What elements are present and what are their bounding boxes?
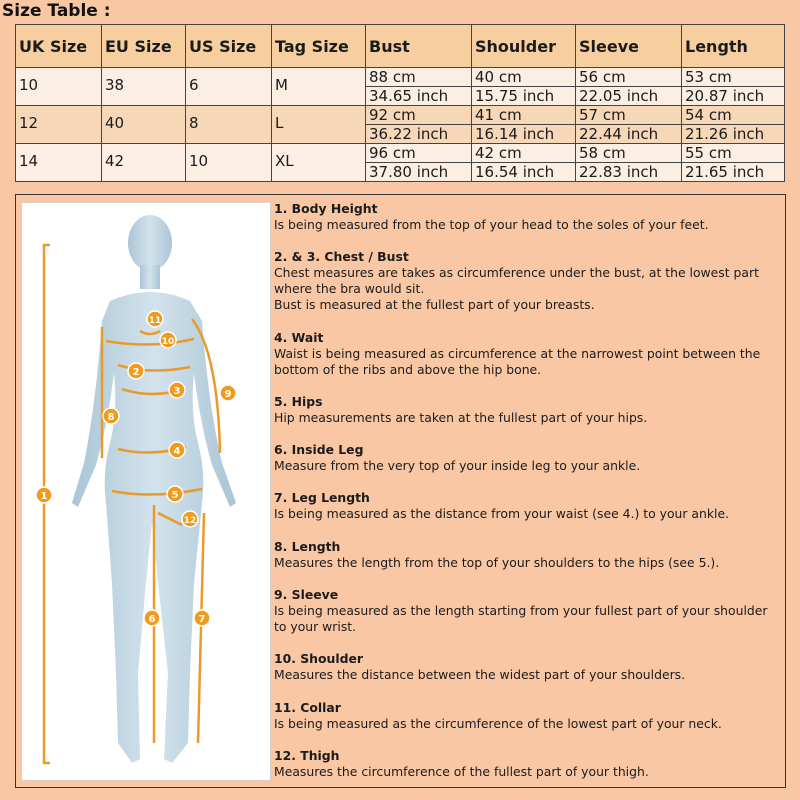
cell-bust-cm: 92 cm	[366, 106, 472, 125]
table-header-row	[16, 25, 785, 68]
header-sleeve: Sleeve	[576, 25, 682, 68]
marker-11	[147, 311, 163, 327]
cell-bust-inch: 36.22 inch	[366, 125, 472, 144]
marker-7	[194, 610, 210, 626]
marker-5	[167, 486, 183, 502]
cell-tag: L	[272, 106, 366, 144]
svg-text:2: 2	[132, 367, 140, 378]
svg-text:5: 5	[171, 490, 179, 501]
cell-sleeve-inch: 22.44 inch	[576, 125, 682, 144]
cell-bust-inch: 34.65 inch	[366, 87, 472, 106]
cell-shoulder-inch: 16.14 inch	[472, 125, 576, 144]
cell-uk: 10	[16, 68, 102, 106]
measurement-text: Measures the distance between the widest part of your shoulders.	[274, 667, 686, 683]
measurement-shoulder	[274, 651, 782, 683]
cell-shoulder-cm: 40 cm	[472, 68, 576, 87]
measurement-text: Hip measurements are taken at the fullest part of your hips.	[274, 409, 648, 425]
cell-bust-inch: 37.80 inch	[366, 163, 472, 182]
measurement-text: Measures the circumference of the fullest part of your thigh.	[274, 763, 649, 779]
svg-text:8: 8	[107, 412, 115, 423]
measurement-text: Is being measured as the length starting from your fullest part of your shoulder to your wrist.	[274, 603, 768, 635]
cell-us: 10	[186, 144, 272, 182]
cell-shoulder-cm: 42 cm	[472, 144, 576, 163]
measurement-heading: 8. Length	[274, 538, 341, 554]
marker-1	[36, 487, 52, 503]
measurement-leg-length	[274, 490, 782, 522]
svg-text:10: 10	[161, 337, 175, 347]
header-bust: Bust	[366, 25, 472, 68]
cell-eu: 40	[102, 106, 186, 144]
cell-sleeve-cm: 57 cm	[576, 106, 682, 125]
measurement-thigh	[274, 748, 782, 780]
cell-bust-cm: 96 cm	[366, 144, 472, 163]
measurement-heading: 2. & 3. Chest / Bust	[274, 249, 409, 265]
page-title: Size Table :	[2, 1, 111, 21]
marker-4	[169, 442, 185, 458]
table-row	[16, 106, 785, 125]
measurement-inside-leg	[274, 442, 782, 474]
measurement-hips	[274, 394, 782, 426]
header-length: Length	[682, 25, 785, 68]
header-shoulder: Shoulder	[472, 25, 576, 68]
measurement-text: Is being measured as the circumference of the lowest part of your neck.	[274, 715, 722, 731]
cell-length-cm: 54 cm	[682, 106, 785, 125]
header-eu-size: EU Size	[102, 25, 186, 68]
measurement-length	[274, 539, 782, 571]
svg-text:12: 12	[183, 516, 197, 526]
cell-us: 8	[186, 106, 272, 144]
marker-6	[144, 610, 160, 626]
measurement-heading: 10. Shoulder	[274, 651, 363, 667]
marker-8	[103, 408, 119, 424]
cell-length-inch: 21.65 inch	[682, 163, 785, 182]
cell-length-cm: 55 cm	[682, 144, 785, 163]
cell-sleeve-inch: 22.83 inch	[576, 163, 682, 182]
cell-sleeve-cm: 58 cm	[576, 144, 682, 163]
measurement-body-height	[274, 201, 782, 233]
cell-eu: 38	[102, 68, 186, 106]
measurement-heading: 11. Collar	[274, 699, 341, 715]
cell-length-inch: 21.26 inch	[682, 125, 785, 144]
measurement-heading: 9. Sleeve	[274, 587, 339, 603]
measurement-heading: 7. Leg Length	[274, 490, 370, 506]
measurement-collar	[274, 700, 782, 732]
cell-sleeve-cm: 56 cm	[576, 68, 682, 87]
measurement-sleeve	[274, 587, 782, 635]
measurement-text: Measures the length from the top of your shoulders to the hips (see 5.).	[274, 554, 720, 570]
marker-12	[182, 511, 198, 527]
cell-shoulder-inch: 15.75 inch	[472, 87, 576, 106]
measurement-text: Waist is being measured as circumference at the narrowest point between the bottom of the ribs and above the hip bone.	[274, 345, 761, 377]
measurement-heading: 5. Hips	[274, 393, 323, 409]
svg-text:1: 1	[40, 491, 48, 502]
cell-sleeve-inch: 22.05 inch	[576, 87, 682, 106]
svg-text:9: 9	[224, 389, 232, 400]
marker-3	[169, 382, 185, 398]
measurement-waist	[274, 330, 782, 378]
size-table	[15, 24, 785, 182]
svg-text:7: 7	[198, 614, 206, 625]
measurement-guide	[15, 194, 786, 788]
cell-bust-cm: 88 cm	[366, 68, 472, 87]
measurement-text: Is being measured as the distance from your waist (see 4.) to your ankle.	[274, 506, 730, 522]
measurement-heading: 1. Body Height	[274, 201, 378, 216]
header-tag-size: Tag Size	[272, 25, 366, 68]
table-row	[16, 68, 785, 87]
svg-text:11: 11	[148, 316, 162, 326]
measurement-text: Is being measured from the top of your head to the soles of your feet.	[274, 217, 709, 232]
table-row	[16, 144, 785, 163]
cell-uk: 12	[16, 106, 102, 144]
measurement-heading: 6. Inside Leg	[274, 442, 364, 458]
svg-text:6: 6	[148, 614, 156, 625]
measurement-text: Chest measures are takes as circumference under the bust, at the lowest part where the bra would sit.	[274, 265, 759, 297]
cell-shoulder-inch: 16.54 inch	[472, 163, 576, 182]
measurement-heading: 12. Thigh	[274, 747, 340, 763]
marker-10	[160, 332, 176, 348]
cell-uk: 14	[16, 144, 102, 182]
cell-eu: 42	[102, 144, 186, 182]
body-figure-panel	[21, 202, 271, 781]
cell-shoulder-cm: 41 cm	[472, 106, 576, 125]
cell-us: 6	[186, 68, 272, 106]
measurement-text: Bust is measured at the fullest part of your breasts.	[274, 297, 595, 313]
header-uk-size: UK Size	[16, 25, 102, 68]
svg-text:3: 3	[173, 386, 181, 397]
measurement-heading: 4. Wait	[274, 329, 324, 345]
header-us-size: US Size	[186, 25, 272, 68]
cell-length-cm: 53 cm	[682, 68, 785, 87]
cell-length-inch: 20.87 inch	[682, 87, 785, 106]
marker-2	[128, 363, 144, 379]
measurement-text: Measure from the very top of your inside leg to your ankle.	[274, 458, 641, 474]
measurement-chest-bust	[274, 249, 782, 313]
svg-text:4: 4	[173, 446, 181, 457]
cell-tag: XL	[272, 144, 366, 182]
body-figure-illustration	[22, 203, 270, 780]
marker-9	[220, 385, 236, 401]
cell-tag: M	[272, 68, 366, 106]
measurement-descriptions	[274, 201, 782, 796]
